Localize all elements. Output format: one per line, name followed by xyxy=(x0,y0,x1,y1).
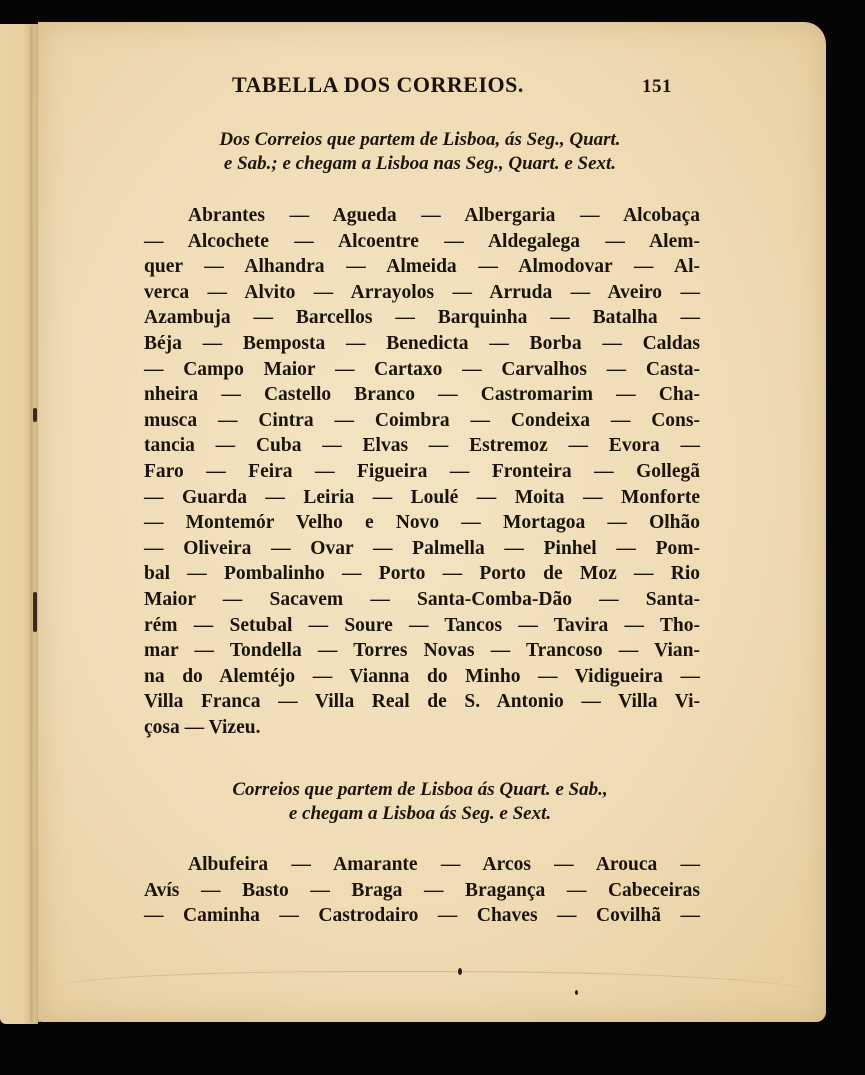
text-line: Faro — Feira — Figueira — Fronteira — Gollegã xyxy=(144,460,700,482)
text-line: Avís — Basto — Braga — Bragança — Cabeceiras xyxy=(144,879,700,901)
text-line: nheira — Castello Branco — Castromarim — Cha- xyxy=(144,384,700,406)
text-line: — Guarda — Leiria — Loulé — Moita — Monforte xyxy=(144,486,700,508)
text-line: bal — Pombalinho — Porto — Porto de Moz — Rio xyxy=(144,563,700,585)
text-line: musca — Cintra — Coimbra — Condeixa — Cons- xyxy=(144,409,700,431)
section1-town-list xyxy=(144,203,700,740)
text-line: na do Alemtéjo — Vianna do Minho — Vidigueira — xyxy=(144,665,700,687)
text-line: — Campo Maior — Cartaxo — Carvalhos — Casta- xyxy=(144,358,700,380)
ink-speck xyxy=(458,968,462,975)
text-line: Béja — Bemposta — Benedicta — Borba — Caldas xyxy=(144,332,700,354)
ink-speck xyxy=(575,990,578,995)
section1-heading xyxy=(140,128,700,176)
heading-line: e chegam a Lisboa ás Seg. e Sext. xyxy=(288,803,552,824)
binding-thread-mark xyxy=(33,592,37,632)
section2-town-list xyxy=(144,852,700,929)
text-line: tancia — Cuba — Elvas — Estremoz — Evora — xyxy=(144,435,700,457)
binding-thread-mark xyxy=(33,408,37,422)
text-line: mar — Tondella — Torres Novas — Trancoso — Vian- xyxy=(144,640,700,662)
text-line: verca — Alvito — Arrayolos — Arruda — Aveiro — xyxy=(144,281,700,303)
text-line: — Alcochete — Alcoentre — Aldegalega — Alem- xyxy=(144,230,700,252)
text-line: — Caminha — Castrodairo — Chaves — Covilhã — xyxy=(144,905,700,927)
text-line: çosa — Vizeu. xyxy=(144,716,261,738)
text-line: Villa Franca — Villa Real de S. Antonio — Villa Vi- xyxy=(144,691,700,713)
heading-line: e Sab.; e chegam a Lisboa nas Seg., Quart. e Sext. xyxy=(223,153,617,174)
section2-heading xyxy=(140,778,700,826)
running-head-title: TABELLA DOS CORREIOS. xyxy=(232,72,524,97)
page-number: 151 xyxy=(642,76,672,97)
running-header xyxy=(232,72,672,98)
text-line: Albufeira — Amarante — Arcos — Arouca — xyxy=(188,854,700,875)
heading-line: Dos Correios que partem de Lisboa, ás Seg., Quart. xyxy=(219,129,621,150)
text-line: — Oliveira — Ovar — Palmella — Pinhel — Pom- xyxy=(144,537,700,559)
text-line: — Montemór Velho e Novo — Mortagoa — Olhão xyxy=(144,512,700,534)
text-line: quer — Alhandra — Almeida — Almodovar — Al- xyxy=(144,256,700,278)
water-stain xyxy=(58,971,806,1012)
text-line: Maior — Sacavem — Santa-Comba-Dão — Santa- xyxy=(144,588,700,610)
heading-line: Correios que partem de Lisboa ás Quart. e Sab., xyxy=(232,779,608,800)
text-line: rém — Setubal — Soure — Tancos — Tavira — Tho- xyxy=(144,614,700,636)
text-line: Azambuja — Barcellos — Barquinha — Batalha — xyxy=(144,307,700,329)
text-line: Abrantes — Agueda — Albergaria — Alcobaça xyxy=(188,205,700,226)
